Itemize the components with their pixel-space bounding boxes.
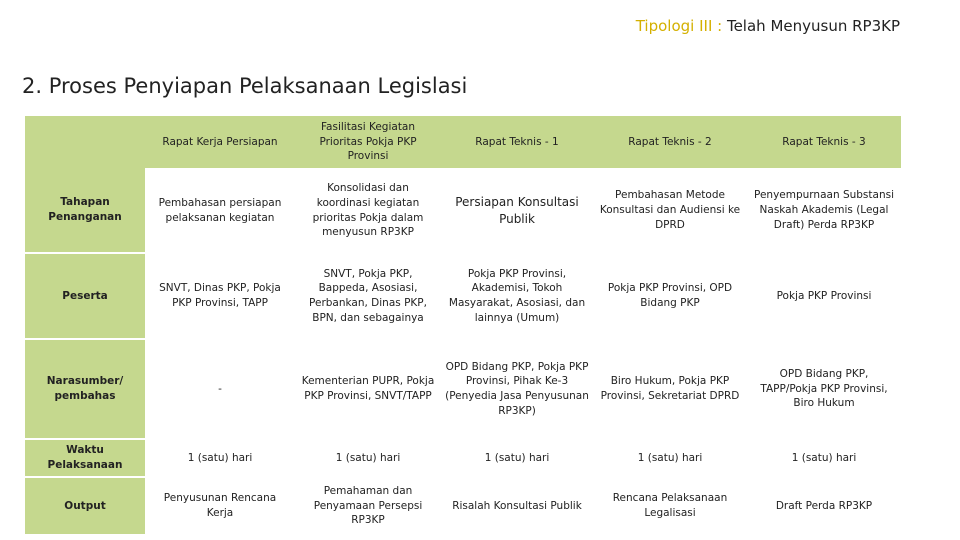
header-cell: Rapat Teknis - 2 — [593, 116, 747, 168]
table-cell: Pembahasan persiapan pelaksanan kegiatan — [158, 196, 282, 224]
table-row — [25, 253, 901, 339]
table-cell: Pemahaman dan Penyamaan Persepsi RP3KP — [313, 484, 423, 527]
table-cell: 1 (satu) hari — [484, 451, 550, 464]
page-title: 2. Proses Penyiapan Pelaksanaan Legislasi — [22, 74, 468, 98]
row-label: Tahapan Penanganan — [25, 168, 145, 253]
table-cell: Rencana Pelaksanaan Legalisasi — [612, 492, 728, 519]
table-cell: Penyusunan Rencana Kerja — [163, 492, 277, 519]
table-cell: Pokja PKP Provinsi, Akademisi, Tokoh Masyarakat, Asosiasi, dan lainnya (Umum) — [448, 267, 586, 324]
topline-suffix: Telah Menyusun RP3KP — [726, 17, 900, 35]
table-row — [25, 339, 901, 439]
process-table — [25, 116, 901, 536]
table-cell: OPD Bidang PKP, Pokja PKP Provinsi, Pihak Ke-3 (Penyedia Jasa Penyusunan RP3KP) — [445, 360, 589, 417]
table-cell: Pokja PKP Provinsi, OPD Bidang PKP — [607, 282, 733, 309]
row-label: Narasumber/ pembahas — [25, 339, 145, 439]
header-cell-empty — [25, 116, 145, 168]
table-header-row — [25, 116, 901, 168]
table-cell: Draft Perda RP3KP — [775, 499, 873, 512]
table-cell: Kementerian PUPR, Pokja PKP Provinsi, SNVT/TAPP — [301, 375, 435, 402]
table-row — [25, 168, 901, 253]
table-cell: SNVT, Pokja PKP, Bappeda, Asosiasi, Perbankan, Dinas PKP, BPN, dan sebagainya — [309, 267, 427, 324]
table-cell: Konsolidasi dan koordinasi kegiatan prioritas Pokja dalam menyusun RP3KP — [312, 182, 424, 239]
table-cell: Pokja PKP Provinsi — [776, 289, 872, 302]
table-cell: SNVT, Dinas PKP, Pokja PKP Provinsi, TAPP — [159, 282, 281, 309]
table-cell: Penyempurnaan Substansi Naskah Akademis (Legal Draft) Perda RP3KP — [754, 189, 894, 231]
table-row — [25, 477, 901, 535]
table-cell: - — [218, 382, 222, 395]
table-cell: Persiapan Konsultasi Publik — [455, 194, 579, 226]
table-cell: 1 (satu) hari — [637, 451, 703, 464]
header-cell: Rapat Teknis - 3 — [747, 116, 901, 168]
table-row — [25, 439, 901, 477]
header-cell: Fasilitasi Kegiatan Prioritas Pokja PKP Provinsi — [295, 116, 441, 168]
topline-prefix: Tipologi III : — [635, 17, 727, 35]
table-cell: Pembahasan Metode Konsultasi dan Audiensi ke DPRD — [599, 189, 741, 231]
table-cell: Risalah Konsultasi Publik — [452, 499, 582, 512]
table-cell: 1 (satu) hari — [187, 451, 253, 464]
slide-subtitle — [636, 17, 900, 35]
header-cell: Rapat Teknis - 1 — [441, 116, 593, 168]
row-label: Peserta — [25, 253, 145, 339]
row-label: Output — [25, 477, 145, 535]
table-cell: 1 (satu) hari — [335, 451, 401, 464]
table-cell: Biro Hukum, Pokja PKP Provinsi, Sekretariat DPRD — [600, 375, 740, 402]
row-label: Waktu Pelaksanaan — [25, 439, 145, 477]
table-cell: 1 (satu) hari — [791, 451, 857, 464]
table-cell: OPD Bidang PKP, TAPP/Pokja PKP Provinsi, Biro Hukum — [760, 367, 888, 410]
header-cell: Rapat Kerja Persiapan — [145, 116, 295, 168]
